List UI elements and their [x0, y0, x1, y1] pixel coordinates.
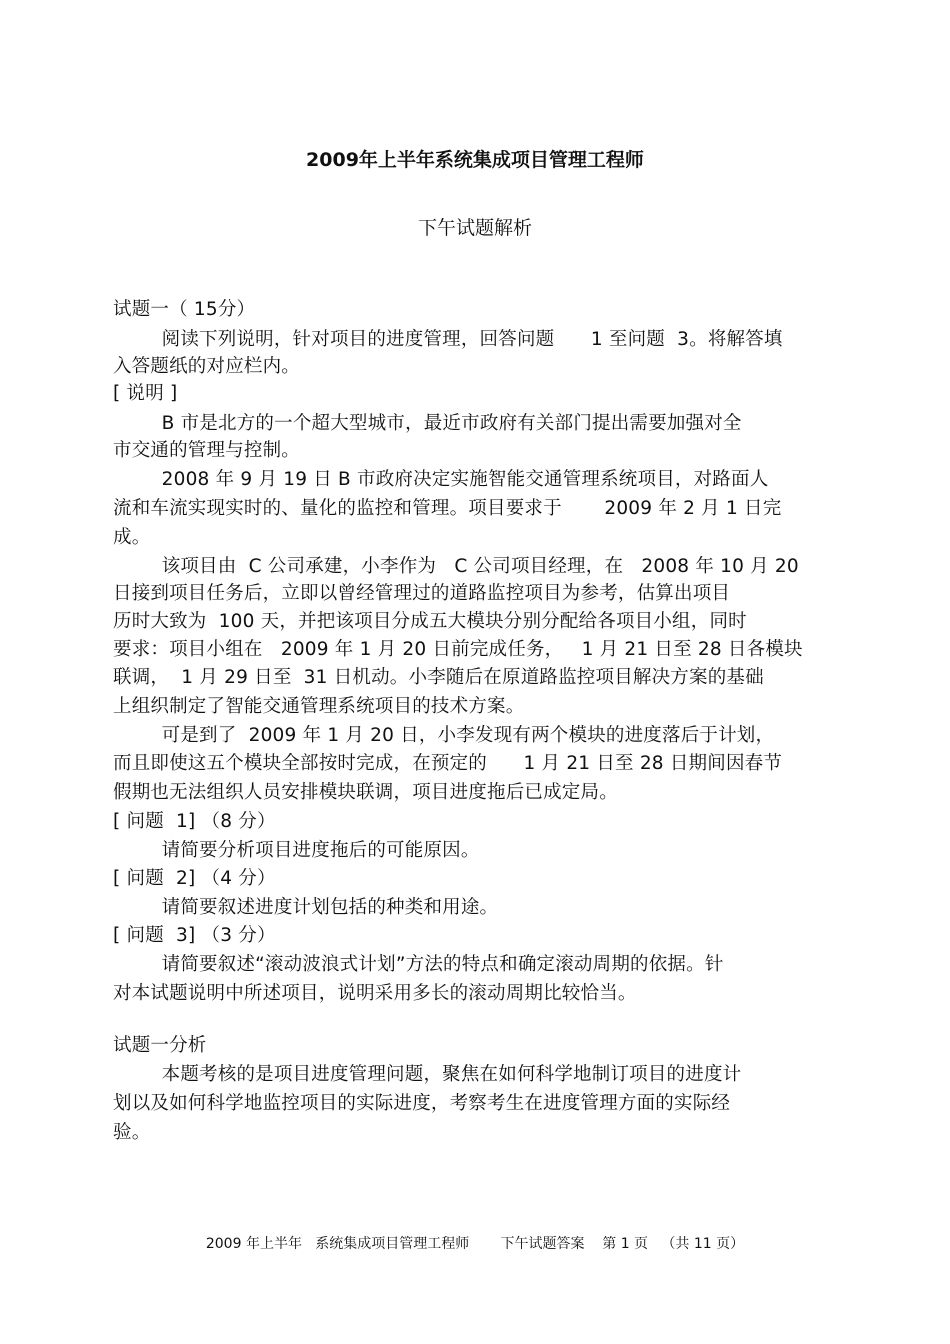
question-label: [ 问题 1] （8 分） [113, 811, 276, 832]
question-label: [ 问题 3] （3 分） [113, 925, 276, 946]
text-line: 日接到项目任务后，立即以曾经管理过的道路监控项目为参考，估算出项目 [113, 583, 731, 604]
text-line: 该项目由 C 公司承建，小李作为 C 公司项目经理，在 2008 年 10 月 20 [113, 556, 799, 577]
text-line: 可是到了 2009 年 1 月 20 日，小李发现有两个模块的进度落后于计划， [113, 725, 775, 746]
document-subtitle: 下午试题解析 [417, 217, 532, 239]
text-line: 历时大致为 100 天，并把该项目分成五大模块分别分配给各项目小组，同时 [113, 611, 747, 632]
text-line: 入答题纸的对应栏内。 [113, 356, 301, 377]
text-line: 联调， 1 月 29 日至 31 日机动。小李随后在原道路监控项目解决方案的基础 [113, 667, 764, 688]
question-heading: 试题一（ 15分） [113, 299, 256, 320]
page-footer: 2009 年上半年 系统集成项目管理工程师 下午试题答案 第 1 页 （共 11 页） [205, 1236, 745, 1252]
analysis-heading: 试题一分析 [113, 1035, 207, 1056]
text-line: 假期也无法组织人员安排模块联调，项目进度拖后已成定局。 [113, 782, 618, 803]
text-line: 流和车流实现实时的、量化的监控和管理。项目要求于 2009 年 2 月 1 日完 [113, 498, 782, 519]
text-line: 要求：项目小组在 2009 年 1 月 20 日前完成任务， 1 月 21 日至 28 日各模块 [113, 639, 803, 660]
text-line: 市交通的管理与控制。 [113, 440, 301, 461]
text-line: 请简要叙述进度计划包括的种类和用途。 [113, 897, 499, 918]
text-line: 而且即使这五个模块全部按时完成，在预定的 1 月 21 日至 28 日期间因春节 [113, 753, 783, 774]
text-line: 请简要分析项目进度拖后的可能原因。 [113, 840, 480, 861]
text-line: 阅读下列说明，针对项目的进度管理，回答问题 1 至问题 3。将解答填 [113, 329, 783, 350]
text-line: 成。 [113, 527, 151, 548]
text-line: B 市是北方的一个超大型城市，最近市政府有关部门提出需要加强对全 [113, 413, 742, 434]
text-line: 对本试题说明中所述项目，说明采用多长的滚动周期比较恰当。 [113, 983, 637, 1004]
text-line: 划以及如何科学地监控项目的实际进度，考察考生在进度管理方面的实际经 [113, 1093, 731, 1114]
section-label: [ 说明 ] [113, 383, 178, 404]
question-label: [ 问题 2] （4 分） [113, 868, 276, 889]
text-line: 请简要叙述“滚动波浪式计划”方法的特点和确定滚动周期的依据。针 [113, 954, 724, 975]
text-line: 本题考核的是项目进度管理问题，聚焦在如何科学地制订项目的进度计 [113, 1064, 742, 1085]
document-title: 2009年上半年系统集成项目管理工程师 [306, 149, 644, 171]
text-line: 验。 [113, 1122, 151, 1143]
text-line: 2008 年 9 月 19 日 B 市政府决定实施智能交通管理系统项目，对路面人 [113, 469, 769, 490]
text-line: 上组织制定了智能交通管理系统项目的技术方案。 [113, 696, 525, 717]
